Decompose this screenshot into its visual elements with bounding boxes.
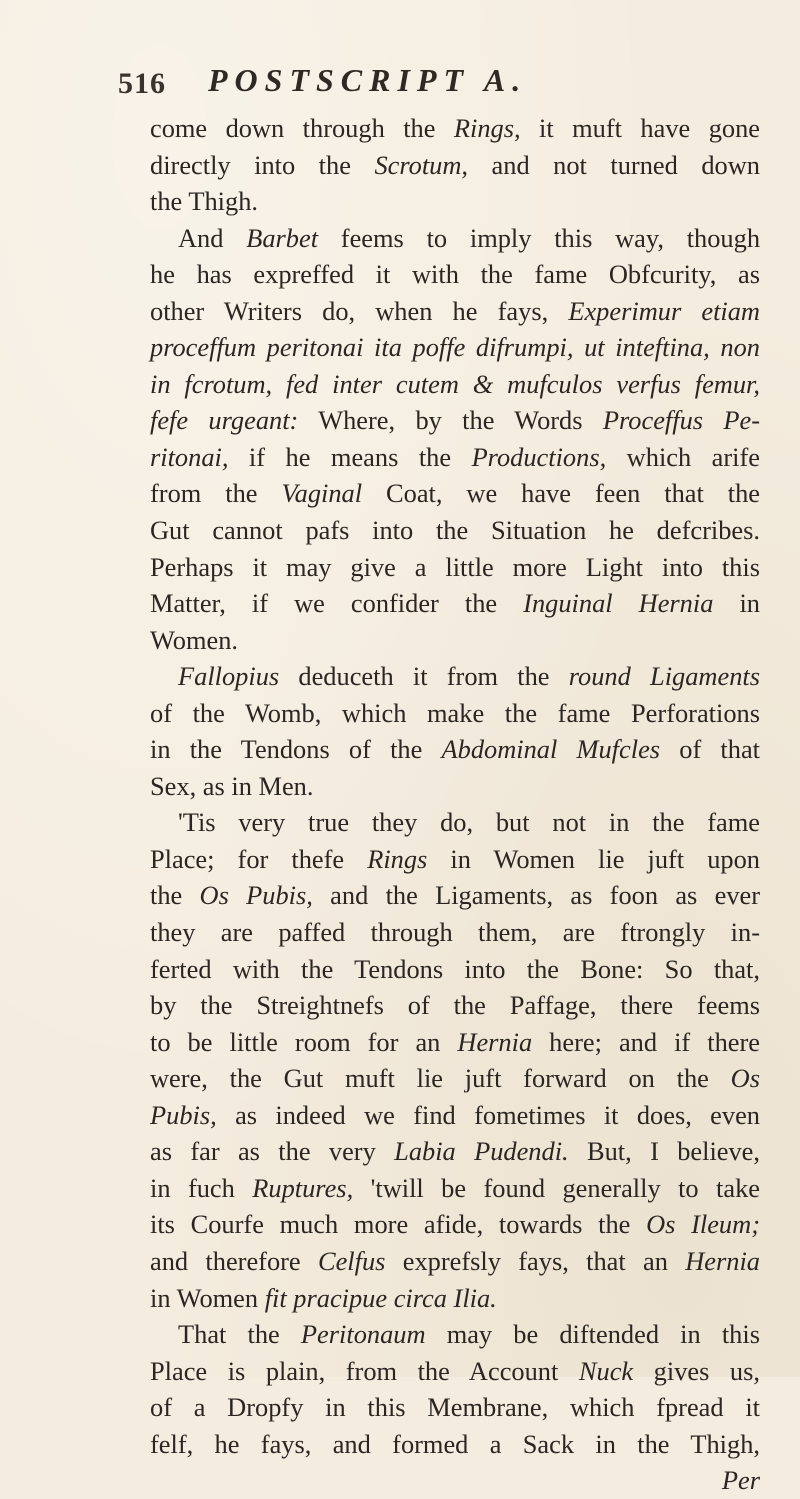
italic-segment: Fallopius [178, 661, 280, 692]
text-segment: its Courfe much more afide, towards the [150, 1209, 647, 1240]
text-segment: which arife [606, 441, 760, 472]
text-segment: 'twill be found generally to take [353, 1172, 760, 1203]
text-segment: directly into the [150, 149, 375, 180]
text-line [150, 1024, 760, 1061]
text-segment: felf, he fays, and formed a Sack in the Thigh, [150, 1428, 760, 1459]
text-line [150, 731, 760, 768]
italic-segment: Vaginal [281, 478, 363, 509]
text-line [150, 1353, 760, 1390]
text-segment: may be diftended in this [425, 1319, 760, 1350]
text-segment: from the [150, 478, 282, 509]
text-segment: exprefsly fays, that an [385, 1245, 686, 1276]
italic-segment: Inguinal Hernia [523, 588, 714, 619]
text-line [150, 110, 760, 147]
italic-segment: Scrotum, [374, 149, 469, 180]
text-segment: as far as the very [150, 1136, 395, 1167]
text-line [150, 256, 760, 293]
text-segment: Place is plain, from the Account [150, 1355, 579, 1386]
text-segment: other Writers do, when he fays, [150, 295, 569, 326]
text-segment: Gut cannot pafs into the Situation he defcribes. [150, 515, 760, 546]
text-line [150, 877, 760, 914]
text-segment: by the Streightnefs of the Paffage, there feems [150, 990, 760, 1021]
text-segment: of a Dropfy in this Membrane, which fpread it [150, 1392, 760, 1423]
text-segment: if he means the [228, 441, 472, 472]
italic-segment: Celfus [317, 1245, 386, 1276]
italic-segment: Hernia [685, 1245, 760, 1276]
text-line [150, 622, 760, 659]
text-line [150, 1426, 760, 1463]
italic-segment: ritonai, [150, 441, 229, 472]
italic-segment: Experimur etiam [568, 295, 760, 326]
text-line [150, 585, 760, 622]
text-segment: Coat, we have feen that the [362, 478, 760, 509]
italic-segment: fefe urgeant: [150, 405, 299, 436]
running-head: POSTSCRIPT A. [208, 62, 528, 98]
text-segment: Matter, if we confider the [150, 588, 524, 619]
text-segment: to be little room for an [150, 1026, 458, 1057]
text-segment: And [178, 222, 247, 253]
text-line [150, 329, 760, 366]
text-segment: in Women lie juft upon [427, 843, 760, 874]
page-number: 516 [118, 67, 166, 100]
text-segment: 'Tis very true they do, but not in the fame [178, 807, 760, 838]
text-segment: deduceth it from the [279, 661, 569, 692]
italic-segment: Proceffus Pe- [602, 405, 760, 436]
text-segment: Where, by the Words [298, 405, 603, 436]
text-line [150, 366, 760, 403]
italic-segment: Nuck [578, 1355, 634, 1386]
text-segment: Women. [150, 624, 239, 655]
italic-segment: Peritonaum [300, 1319, 426, 1350]
text-line [150, 804, 760, 841]
text-segment: in the Tendons of the [150, 734, 442, 765]
text-segment: the Thigh. [150, 186, 258, 217]
text-line [150, 1133, 760, 1170]
text-line [150, 220, 760, 257]
text-segment: as indeed we find fometimes it does, even [216, 1099, 760, 1130]
italic-segment: fit pracipue circa Ilia. [264, 1282, 497, 1313]
text-line [150, 512, 760, 549]
italic-segment: Hernia [457, 1026, 533, 1057]
text-line [150, 1206, 760, 1243]
italic-segment: round Ligaments [568, 661, 760, 692]
text-line [150, 695, 760, 732]
body-text [150, 110, 760, 1499]
italic-segment: Labia Pudendi. [394, 1136, 569, 1167]
text-line [150, 402, 760, 439]
text-segment: in fuch [150, 1172, 253, 1203]
text-line [150, 147, 760, 184]
text-segment: Perhaps it may give a little more Light into this [150, 551, 760, 582]
text-segment: he has expreffed it with the fame Obfcurity, as [150, 259, 760, 290]
text-line [150, 1060, 760, 1097]
text-segment: here; and if there [532, 1026, 760, 1057]
text-segment: Place; for thefe [150, 843, 368, 874]
text-line [150, 183, 760, 220]
text-line [150, 1097, 760, 1134]
text-line [150, 768, 760, 805]
text-segment: Sex, as in Men. [150, 770, 314, 801]
text-line [150, 951, 760, 988]
text-line [150, 1170, 760, 1207]
text-line [150, 293, 760, 330]
italic-segment: Ruptures, [252, 1172, 354, 1203]
text-line [150, 475, 760, 512]
text-line [150, 841, 760, 878]
italic-segment: Abdominal Mufcles [441, 734, 661, 765]
italic-segment: Os [730, 1063, 760, 1094]
text-segment: and the Ligaments, as foon as ever [312, 880, 761, 911]
italic-segment: Rings [367, 843, 428, 874]
text-segment: in [713, 588, 760, 619]
text-line [150, 439, 760, 476]
italic-segment: Rings, [453, 113, 521, 143]
text-line [150, 1389, 760, 1426]
italic-segment: proceffum peritonai ita poffe difrumpi, ut inteftina, non [150, 332, 760, 363]
text-line [150, 658, 760, 695]
text-line [150, 987, 760, 1024]
italic-segment: Pubis, [150, 1099, 217, 1130]
text-segment: it muft have gone [520, 113, 760, 143]
catchword-text: Per [721, 1465, 760, 1496]
italic-segment: Barbet [246, 222, 319, 253]
catchword [150, 1462, 760, 1499]
text-line [150, 1243, 760, 1280]
text-segment: feems to imply this way, though [318, 222, 761, 253]
text-segment: ferted with the Tendons into the Bone: So that, [150, 953, 760, 984]
text-segment: gives us, [633, 1355, 760, 1386]
italic-segment: Productions, [471, 441, 607, 472]
text-segment: of that [660, 734, 760, 765]
text-segment: in Women [150, 1282, 265, 1313]
text-segment: That the [178, 1319, 301, 1350]
text-segment: But, I believe, [568, 1136, 760, 1167]
text-segment: the [150, 880, 200, 911]
text-segment: they are paffed through them, are ftrongly in- [150, 917, 760, 948]
text-segment: were, the Gut muft lie juft forward on the [150, 1063, 731, 1094]
text-segment: of the Womb, which make the fame Perforations [150, 697, 760, 728]
text-segment: come down through the [150, 113, 454, 143]
text-segment: and therefore [150, 1245, 318, 1276]
text-line [150, 549, 760, 586]
text-line [150, 1280, 760, 1317]
italic-segment: Os Ileum; [646, 1209, 760, 1240]
text-segment: and not turned down [468, 149, 760, 180]
italic-segment: in fcrotum, fed inter cutem & mufculos verfus femur, [150, 368, 760, 399]
text-line [150, 914, 760, 951]
italic-segment: Os Pubis, [199, 880, 313, 911]
text-line [150, 1316, 760, 1353]
